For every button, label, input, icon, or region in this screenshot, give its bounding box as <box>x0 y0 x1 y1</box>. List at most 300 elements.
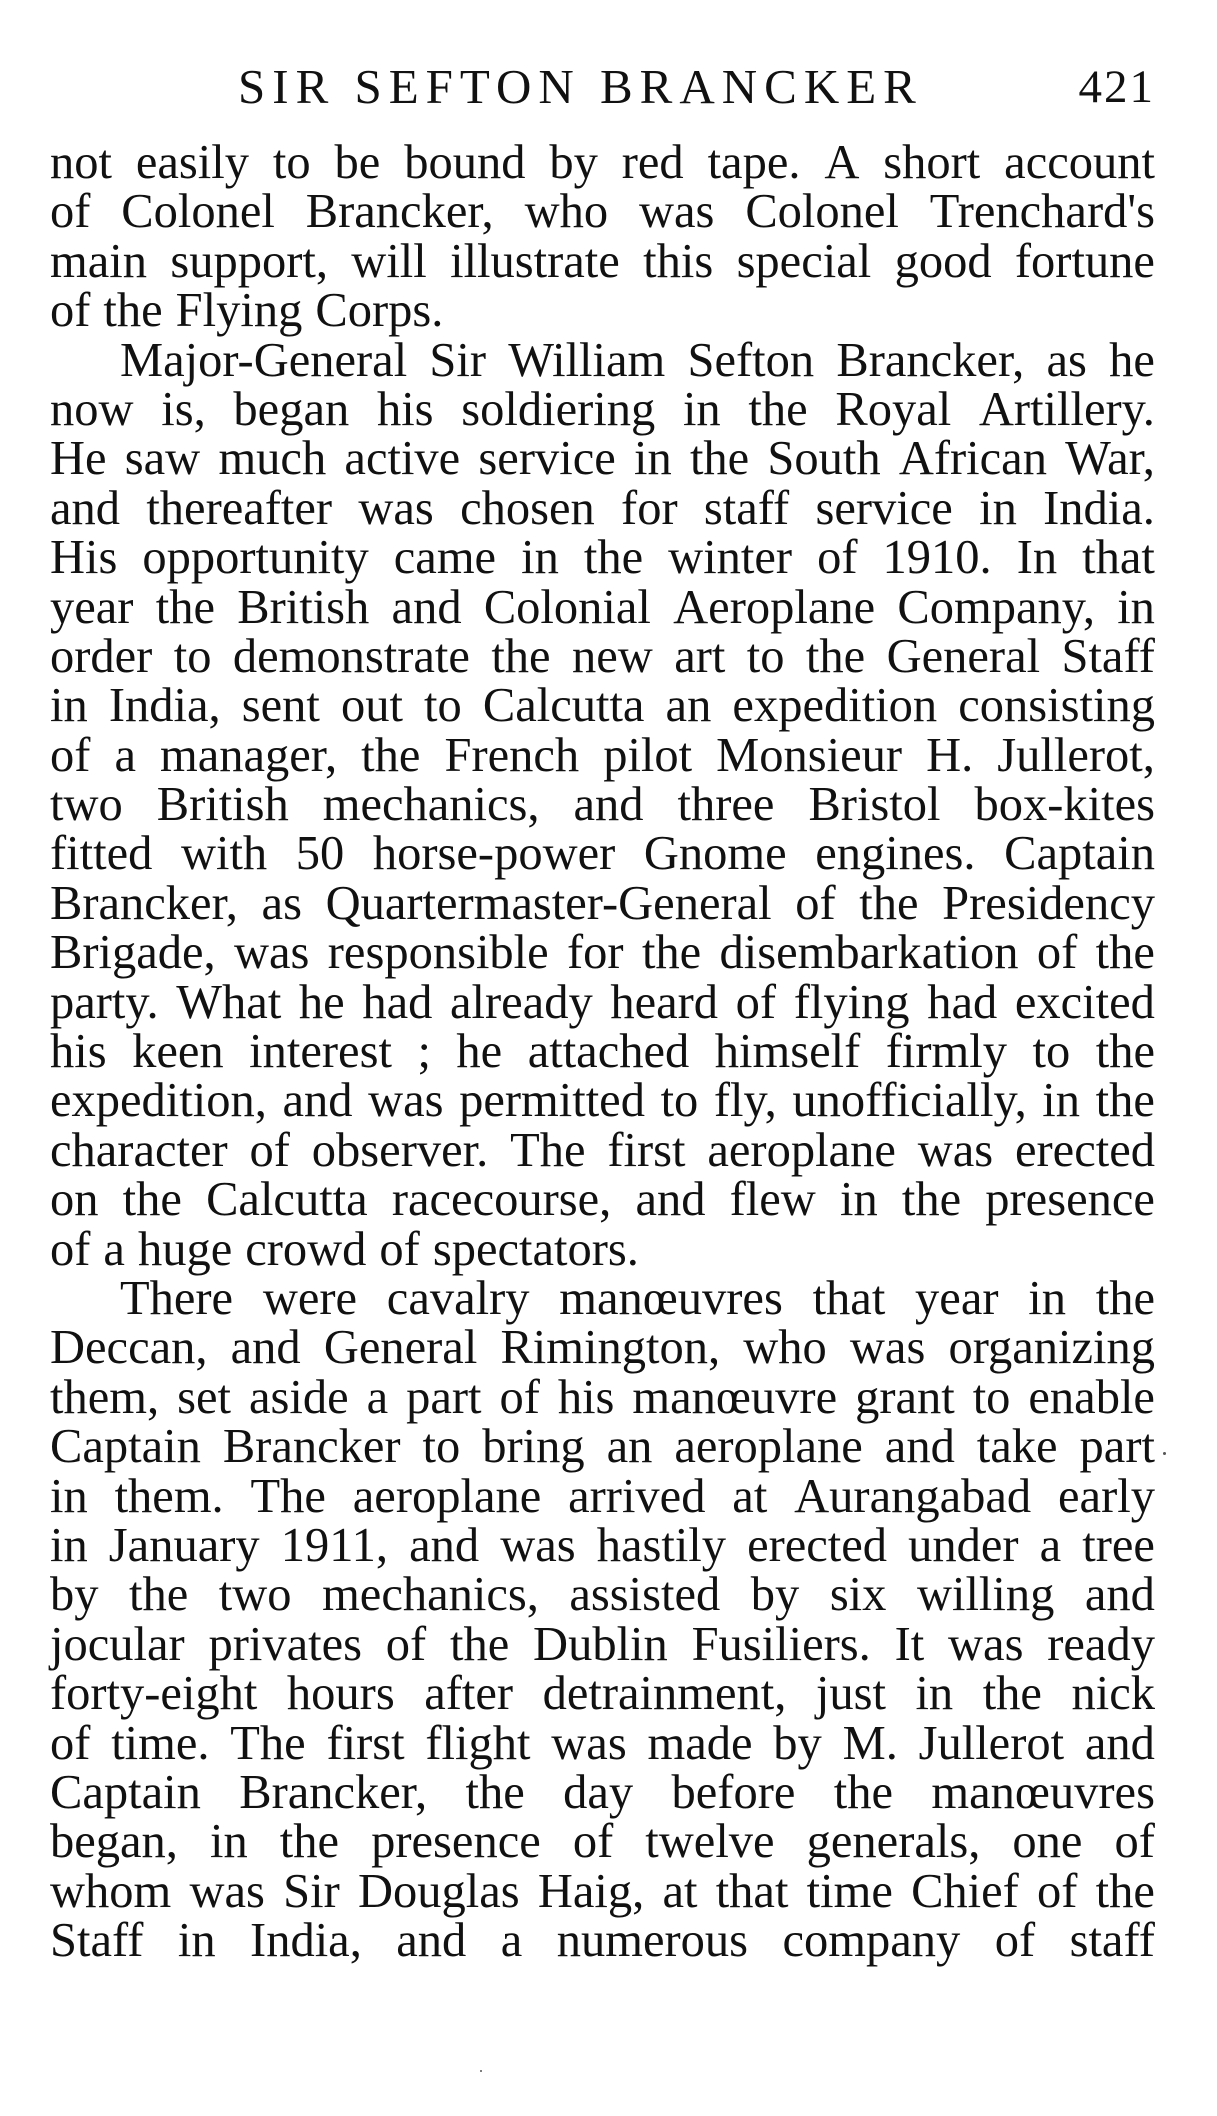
word: in <box>50 1518 88 1572</box>
word: was <box>948 1617 1024 1671</box>
word: of <box>50 728 91 782</box>
word: and <box>884 1420 955 1474</box>
word: was <box>368 1074 444 1128</box>
word: His <box>50 531 118 585</box>
text-line <box>50 1370 1155 1424</box>
word: aside <box>248 1370 349 1424</box>
word: three <box>677 778 775 832</box>
word: Aeroplane <box>673 580 876 634</box>
word: a <box>366 1370 389 1424</box>
word: the <box>689 432 750 486</box>
word: that <box>1082 531 1155 585</box>
word: one <box>1012 1815 1083 1869</box>
word: presence <box>985 1173 1155 1227</box>
word: six <box>829 1568 887 1622</box>
word: he <box>1109 333 1155 387</box>
word: short <box>883 136 981 189</box>
word: in <box>839 1173 878 1227</box>
word: the <box>748 382 808 436</box>
word: African <box>898 432 1047 486</box>
word: the <box>833 1765 893 1819</box>
word: to <box>424 679 462 733</box>
word: and <box>573 778 644 832</box>
word: Brancker <box>222 1420 401 1474</box>
word: of <box>1036 926 1078 980</box>
word: disembarkation <box>719 926 1019 980</box>
word: account <box>1004 136 1155 189</box>
word: generals, <box>806 1815 981 1869</box>
word: of <box>249 1123 290 1177</box>
word: as <box>261 876 302 930</box>
word: two <box>50 778 123 832</box>
word: H. <box>926 728 974 782</box>
word: out <box>340 679 403 733</box>
word: flying <box>793 975 910 1029</box>
text-line <box>50 876 1155 930</box>
word: will <box>351 234 427 288</box>
word: the <box>1095 1864 1155 1918</box>
word: tape. <box>707 136 801 189</box>
word: Colonial <box>483 580 651 634</box>
word: to <box>173 629 212 683</box>
word: an <box>665 679 712 733</box>
running-title: SIR SEFTON BRANCKER <box>238 59 923 114</box>
word: Trenchard's <box>929 185 1155 239</box>
word: them, <box>50 1370 160 1424</box>
text-line <box>50 1815 1155 1869</box>
word: hours <box>286 1667 395 1721</box>
word: service <box>478 432 616 486</box>
word: by <box>773 1716 822 1770</box>
word: now <box>50 382 134 436</box>
text-line <box>50 1173 1155 1227</box>
word: he <box>298 975 345 1029</box>
word: the <box>465 1765 525 1819</box>
text-line <box>50 234 1155 288</box>
word: of <box>50 1716 91 1770</box>
word: in <box>50 679 88 733</box>
word: much <box>218 432 327 486</box>
word: Sefton <box>687 333 815 387</box>
word: his <box>557 1370 615 1424</box>
text-line <box>50 531 1155 585</box>
word: for <box>567 926 624 980</box>
word: came <box>393 531 497 585</box>
scan-speck <box>480 2070 482 2072</box>
word: was <box>849 1321 926 1375</box>
word: huge <box>137 1222 233 1276</box>
word: by <box>549 136 598 189</box>
word: early <box>1058 1469 1155 1523</box>
text-line <box>50 1074 1155 1128</box>
word: manager, <box>160 728 338 782</box>
word: in <box>521 531 559 585</box>
word: There <box>120 1271 234 1325</box>
word: Jullerot, <box>997 728 1155 782</box>
word: spectators. <box>432 1222 639 1276</box>
word: erected <box>1015 1123 1155 1177</box>
word: in <box>1028 1271 1066 1325</box>
text-line <box>50 629 1155 683</box>
word: just <box>815 1667 886 1721</box>
word: detrainment, <box>542 1667 787 1721</box>
word: willing <box>916 1568 1055 1622</box>
word: the <box>129 1568 189 1622</box>
scan-speck <box>1163 1452 1166 1455</box>
word: French <box>444 728 580 782</box>
word: In <box>1016 531 1058 585</box>
word: and <box>230 1321 301 1375</box>
word: was <box>358 481 434 535</box>
word: Sir <box>429 333 487 387</box>
word: assisted <box>569 1568 721 1622</box>
word: as <box>1046 333 1087 387</box>
word: Brancker, <box>239 1765 428 1819</box>
word: fly, <box>713 1074 777 1128</box>
word: presence <box>371 1815 541 1869</box>
word: British <box>237 580 370 634</box>
page-number: 421 <box>1078 61 1155 113</box>
word: for <box>621 481 678 535</box>
word: is, <box>161 382 206 436</box>
word: excited <box>1014 975 1155 1029</box>
word: observer. <box>311 1123 489 1177</box>
word: British <box>156 778 289 832</box>
word: of <box>735 975 777 1029</box>
word: began <box>233 382 350 436</box>
word: Brancker, <box>836 333 1025 387</box>
word: January <box>108 1518 260 1572</box>
word: Colonel <box>745 185 899 239</box>
word: in <box>633 432 672 486</box>
text-line <box>50 1271 1155 1325</box>
word: year <box>915 1271 999 1325</box>
word: Sir <box>283 1864 340 1918</box>
word: 1910. <box>882 531 992 585</box>
word: a <box>114 728 136 782</box>
word: and <box>635 1173 706 1227</box>
word: erected <box>747 1518 888 1572</box>
word: the <box>583 531 644 585</box>
word: Major-General <box>120 333 408 387</box>
word: of <box>50 284 91 338</box>
word: manœuvre <box>632 1370 838 1424</box>
word: organizing <box>948 1321 1155 1375</box>
text-line <box>50 679 1155 733</box>
word: Deccan, <box>50 1321 208 1375</box>
word: whom <box>50 1864 172 1918</box>
text-line <box>50 1321 1155 1375</box>
word: and <box>391 580 462 634</box>
text-line <box>50 580 1155 634</box>
text-line <box>50 778 1155 832</box>
word: of <box>499 1370 540 1424</box>
word: Calcutta <box>206 1173 368 1227</box>
word: not <box>50 136 112 189</box>
word: Colonel <box>121 185 275 239</box>
word: Fusiliers. <box>691 1617 871 1671</box>
word: his <box>50 1025 107 1079</box>
word: engines. <box>815 827 976 881</box>
word: of <box>572 1815 614 1869</box>
word: flight <box>425 1716 531 1770</box>
word: the <box>641 926 702 980</box>
word: in <box>1117 580 1155 634</box>
word: new <box>572 629 653 683</box>
word: War, <box>1065 432 1155 486</box>
word: in <box>50 1469 88 1523</box>
word: crowd <box>245 1222 367 1276</box>
paragraph <box>50 1271 1155 1968</box>
text-line <box>50 1716 1155 1770</box>
word: Flying <box>175 284 303 338</box>
word: in <box>210 1815 248 1869</box>
word: Quartermaster-General <box>325 876 772 930</box>
word: special <box>736 234 872 288</box>
word: the <box>155 580 215 634</box>
word: It <box>894 1617 925 1671</box>
word: Chief <box>911 1864 1019 1918</box>
word: He <box>50 432 107 486</box>
text-line <box>50 1469 1155 1523</box>
text-line <box>50 138 1155 187</box>
word: was <box>639 185 715 239</box>
word: enable <box>1028 1370 1155 1424</box>
word: Corps. <box>315 284 444 338</box>
word: to <box>1032 1025 1071 1079</box>
word: mechanics, <box>322 1568 539 1622</box>
word: by <box>750 1568 800 1622</box>
word: the <box>449 1617 510 1671</box>
word: Artillery. <box>978 382 1155 436</box>
body-text <box>50 136 1155 1968</box>
word: keen <box>132 1025 224 1079</box>
paragraph <box>50 138 1155 336</box>
word: Brancker, <box>305 185 494 239</box>
word: to <box>660 1074 699 1128</box>
word: Calcutta <box>482 679 645 733</box>
word: The <box>230 1716 306 1770</box>
word: nick <box>1071 1667 1155 1721</box>
word: the <box>859 876 919 930</box>
word: bring <box>482 1420 585 1474</box>
word: after <box>424 1667 514 1721</box>
word: Dublin <box>533 1617 668 1671</box>
word: set <box>177 1370 231 1424</box>
word: hastily <box>596 1518 727 1572</box>
word: a <box>103 1222 125 1276</box>
word: soldiering <box>461 382 656 436</box>
word: forty-eight <box>50 1667 258 1721</box>
word: thereafter <box>146 481 333 535</box>
text-line <box>50 975 1155 1029</box>
word: that <box>715 1864 789 1918</box>
word: part <box>1079 1420 1155 1474</box>
word: fortune <box>1014 234 1155 288</box>
word: by <box>50 1568 99 1622</box>
word: India, <box>250 1914 362 1968</box>
word: saw <box>124 432 201 486</box>
word: privates <box>208 1617 362 1671</box>
word: pilot <box>603 728 693 782</box>
word: first <box>326 1716 405 1770</box>
word: firmly <box>885 1025 1007 1079</box>
word: horse-power <box>372 827 616 881</box>
word: take <box>976 1420 1058 1474</box>
word: jocular <box>50 1617 185 1671</box>
text-line <box>50 432 1155 486</box>
word: sent <box>241 679 320 733</box>
word: Gnome <box>643 827 787 881</box>
word: mechanics, <box>322 778 540 832</box>
word: part <box>406 1370 482 1424</box>
word: manœuvres <box>559 1271 783 1325</box>
word: aeroplane <box>352 1469 542 1523</box>
text-line <box>50 827 1155 881</box>
word: his <box>376 382 434 436</box>
word: and <box>1084 1568 1155 1622</box>
text-line <box>50 1914 1155 1968</box>
word: was <box>500 1518 576 1572</box>
word: India. <box>1043 481 1155 535</box>
word: opportunity <box>142 531 369 585</box>
word: Staff <box>50 1914 144 1968</box>
word: in <box>177 1914 216 1968</box>
word: racecourse, <box>391 1173 612 1227</box>
word: responsible <box>327 926 549 980</box>
text-line <box>50 1568 1155 1622</box>
word: to <box>272 136 311 189</box>
word: Douglas <box>357 1864 520 1918</box>
word: who <box>743 1321 827 1375</box>
word: the <box>361 728 421 782</box>
word: Company, <box>897 580 1095 634</box>
word: were <box>262 1271 358 1325</box>
word: twelve <box>645 1815 775 1869</box>
word: tree <box>1082 1518 1155 1572</box>
word: William <box>508 333 666 387</box>
word: aeroplane <box>707 1123 896 1177</box>
word: began, <box>50 1815 178 1869</box>
word: Captain <box>1004 827 1155 881</box>
word: a <box>1039 1518 1062 1572</box>
word: the <box>982 1667 1042 1721</box>
text-line <box>50 284 1155 338</box>
word: had <box>927 975 998 1029</box>
word: of <box>1037 1864 1078 1918</box>
word: staff <box>703 481 790 535</box>
word: under <box>908 1518 1019 1572</box>
word: in <box>915 1667 954 1721</box>
word: M. <box>842 1716 898 1770</box>
text-line <box>50 1864 1155 1918</box>
word: grant <box>855 1370 955 1424</box>
word: fitted <box>50 827 153 881</box>
word: ; <box>417 1025 431 1079</box>
word: was <box>234 926 310 980</box>
word: main <box>50 234 147 288</box>
word: Monsieur <box>716 728 903 782</box>
word: manœuvres <box>931 1765 1155 1819</box>
word: and <box>282 1074 353 1128</box>
word: a <box>500 1914 523 1968</box>
word: and <box>1084 1716 1155 1770</box>
word: flew <box>729 1173 816 1227</box>
word: Aurangabad <box>794 1469 1032 1523</box>
word: was <box>917 1123 994 1177</box>
word: A <box>824 136 860 189</box>
word: who <box>524 185 609 239</box>
text-line <box>50 481 1155 535</box>
word: time. <box>111 1716 210 1770</box>
word: in <box>682 382 721 436</box>
word: of <box>795 876 836 930</box>
text-line <box>50 926 1155 980</box>
word: art <box>674 629 726 683</box>
word: at <box>732 1469 768 1523</box>
word: to <box>972 1370 1011 1424</box>
word: was <box>189 1864 265 1918</box>
word: to <box>422 1420 461 1474</box>
text-line <box>50 1617 1155 1671</box>
word: consisting <box>958 679 1155 733</box>
word: Brancker, <box>50 876 238 930</box>
word: red <box>621 136 684 189</box>
word: the <box>1095 926 1155 980</box>
word: of <box>50 185 91 239</box>
word: General <box>323 1321 478 1375</box>
word: numerous <box>556 1914 749 1968</box>
word: box-kites <box>974 778 1155 832</box>
text-line <box>50 1667 1155 1721</box>
word: winter <box>668 531 793 585</box>
word: the <box>279 1815 340 1869</box>
word: aeroplane <box>674 1420 863 1474</box>
word: attached <box>527 1025 690 1079</box>
word: already <box>449 975 593 1029</box>
word: South <box>767 432 881 486</box>
word: the <box>805 629 866 683</box>
word: ready <box>1047 1617 1155 1671</box>
word: What <box>176 975 282 1029</box>
word: himself <box>714 1025 861 1079</box>
word: Captain <box>50 1420 201 1474</box>
word: Captain <box>50 1765 201 1819</box>
word: at <box>662 1864 698 1918</box>
word: heard <box>610 975 719 1029</box>
word: day <box>563 1765 634 1819</box>
word: Rimington, <box>500 1321 721 1375</box>
word: an <box>606 1420 653 1474</box>
text-line <box>50 185 1155 239</box>
word: Bristol <box>808 778 941 832</box>
word: of <box>385 1617 427 1671</box>
word: service <box>815 481 953 535</box>
word: expedition <box>732 679 938 733</box>
word: made <box>647 1716 753 1770</box>
word: arrived <box>568 1469 706 1523</box>
word: and <box>409 1518 480 1572</box>
text-line <box>50 1123 1155 1177</box>
text-line <box>50 333 1155 387</box>
paragraph <box>50 333 1155 1276</box>
word: The <box>510 1123 586 1177</box>
word: General <box>886 629 1041 683</box>
word: time <box>806 1864 893 1918</box>
word: them. <box>114 1469 224 1523</box>
text-line <box>50 1025 1155 1079</box>
text-line <box>50 1222 1155 1276</box>
